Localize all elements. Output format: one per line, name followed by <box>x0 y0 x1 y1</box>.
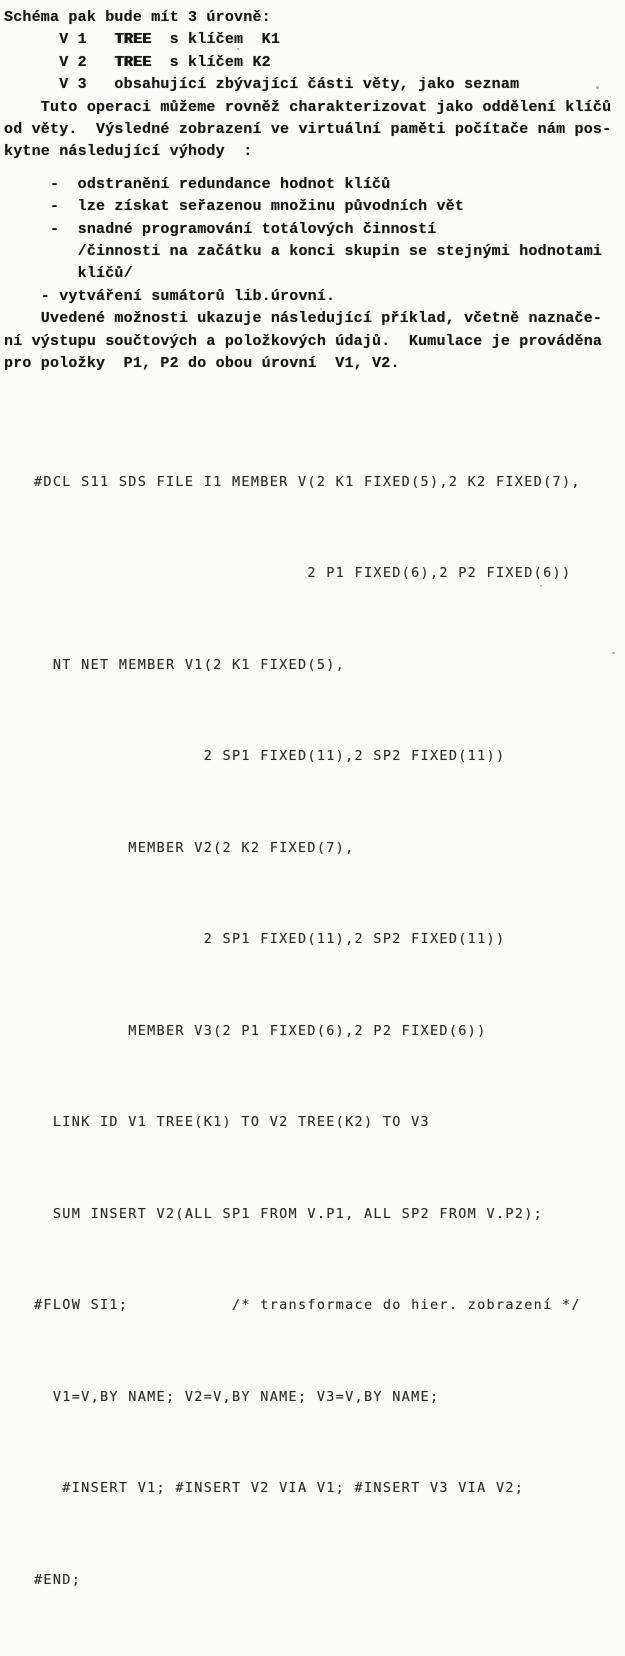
program-listing <box>34 406 625 1656</box>
scan-speck <box>320 308 322 310</box>
bullet-line: - lze získat seřazenou množinu původních vět <box>4 196 625 218</box>
bullet-line: - vytváření sumátorů lib.úrovní. <box>4 286 625 308</box>
bullet-continuation-line: klíčů/ <box>4 263 625 285</box>
level-prefix: V 3 <box>4 76 114 93</box>
scan-speck <box>237 48 239 50</box>
level-line-v2 <box>4 52 625 74</box>
scan-speck <box>612 652 615 654</box>
scan-speck <box>596 86 599 89</box>
paragraph-line: ní výstupu součtových a položkových údajů. Kumulace je prováděna <box>4 331 625 353</box>
level-prefix: V 1 <box>4 31 114 48</box>
level-prefix: V 2 <box>4 54 114 71</box>
code-line: 2 SP1 FIXED(11),2 SP2 FIXED(11)) <box>34 741 625 772</box>
bullet-list <box>4 174 625 308</box>
bullet-line: - snadné programování totálových činností <box>4 219 625 241</box>
bullet-continuation-line: /činnosti na začátku a konci skupin se stejnými hodnotami <box>4 241 625 263</box>
code-line: 2 SP1 FIXED(11),2 SP2 FIXED(11)) <box>34 924 625 955</box>
code-line-inserts: #INSERT V1; #INSERT V2 VIA V1; #INSERT V3 VIA V2; <box>34 1473 625 1504</box>
level-suffix: obsahující zbývající části věty, jako seznam <box>114 76 519 93</box>
code-line-sum-insert: SUM INSERT V2(ALL SP1 FROM V.P1, ALL SP2 FROM V.P2); <box>34 1199 625 1230</box>
code-line: 2 P1 FIXED(6),2 P2 FIXED(6)) <box>34 558 625 589</box>
paragraph-2 <box>4 308 625 375</box>
code-line-net-member-v1: NT NET MEMBER V1(2 K1 FIXED(5), <box>34 650 625 681</box>
bullet-line: - odstranění redundance hodnot klíčů <box>4 174 625 196</box>
code-line-member-v3: MEMBER V3(2 P1 FIXED(6),2 P2 FIXED(6)) <box>34 1016 625 1047</box>
level-keyword-tree: TREE <box>114 54 151 71</box>
code-line-dcl: #DCL S11 SDS FILE I1 MEMBER V(2 K1 FIXED(5),2 K2 FIXED(7), <box>34 467 625 498</box>
code-line-assignments: V1=V,BY NAME; V2=V,BY NAME; V3=V,BY NAME; <box>34 1382 625 1413</box>
paragraph-line: pro položky P1, P2 do obou úrovní V1, V2. <box>4 353 625 375</box>
code-line-flow: #FLOW SI1; /* transformace do hier. zobrazení */ <box>34 1290 625 1321</box>
paragraph-line: Tuto operaci můžeme rovněž charakterizovat jako oddělení klíčů <box>4 97 625 119</box>
level-suffix: s klíčem K1 <box>151 31 280 48</box>
scan-speck <box>540 585 542 587</box>
heading-line: Schéma pak bude mít 3 úrovně: <box>4 7 625 29</box>
code-line-link: LINK ID V1 TREE(K1) TO V2 TREE(K2) TO V3 <box>34 1107 625 1138</box>
level-line-v3 <box>4 74 625 96</box>
paragraph-line: Uvedené možnosti ukazuje následující příklad, včetně naznače- <box>4 308 625 330</box>
code-line-member-v2: MEMBER V2(2 K2 FIXED(7), <box>34 833 625 864</box>
paragraph-1 <box>4 97 625 164</box>
scanned-document-page <box>0 0 625 815</box>
paragraph-line: kytne následující výhody : <box>4 141 625 163</box>
level-suffix: s klíčem K2 <box>151 54 271 71</box>
paragraph-line: od věty. Výsledné zobrazení ve virtuální paměti počítače nám pos- <box>4 119 625 141</box>
level-line-v1 <box>4 29 625 51</box>
level-keyword-tree: TREE <box>114 31 151 48</box>
code-line-end: #END; <box>34 1565 625 1596</box>
